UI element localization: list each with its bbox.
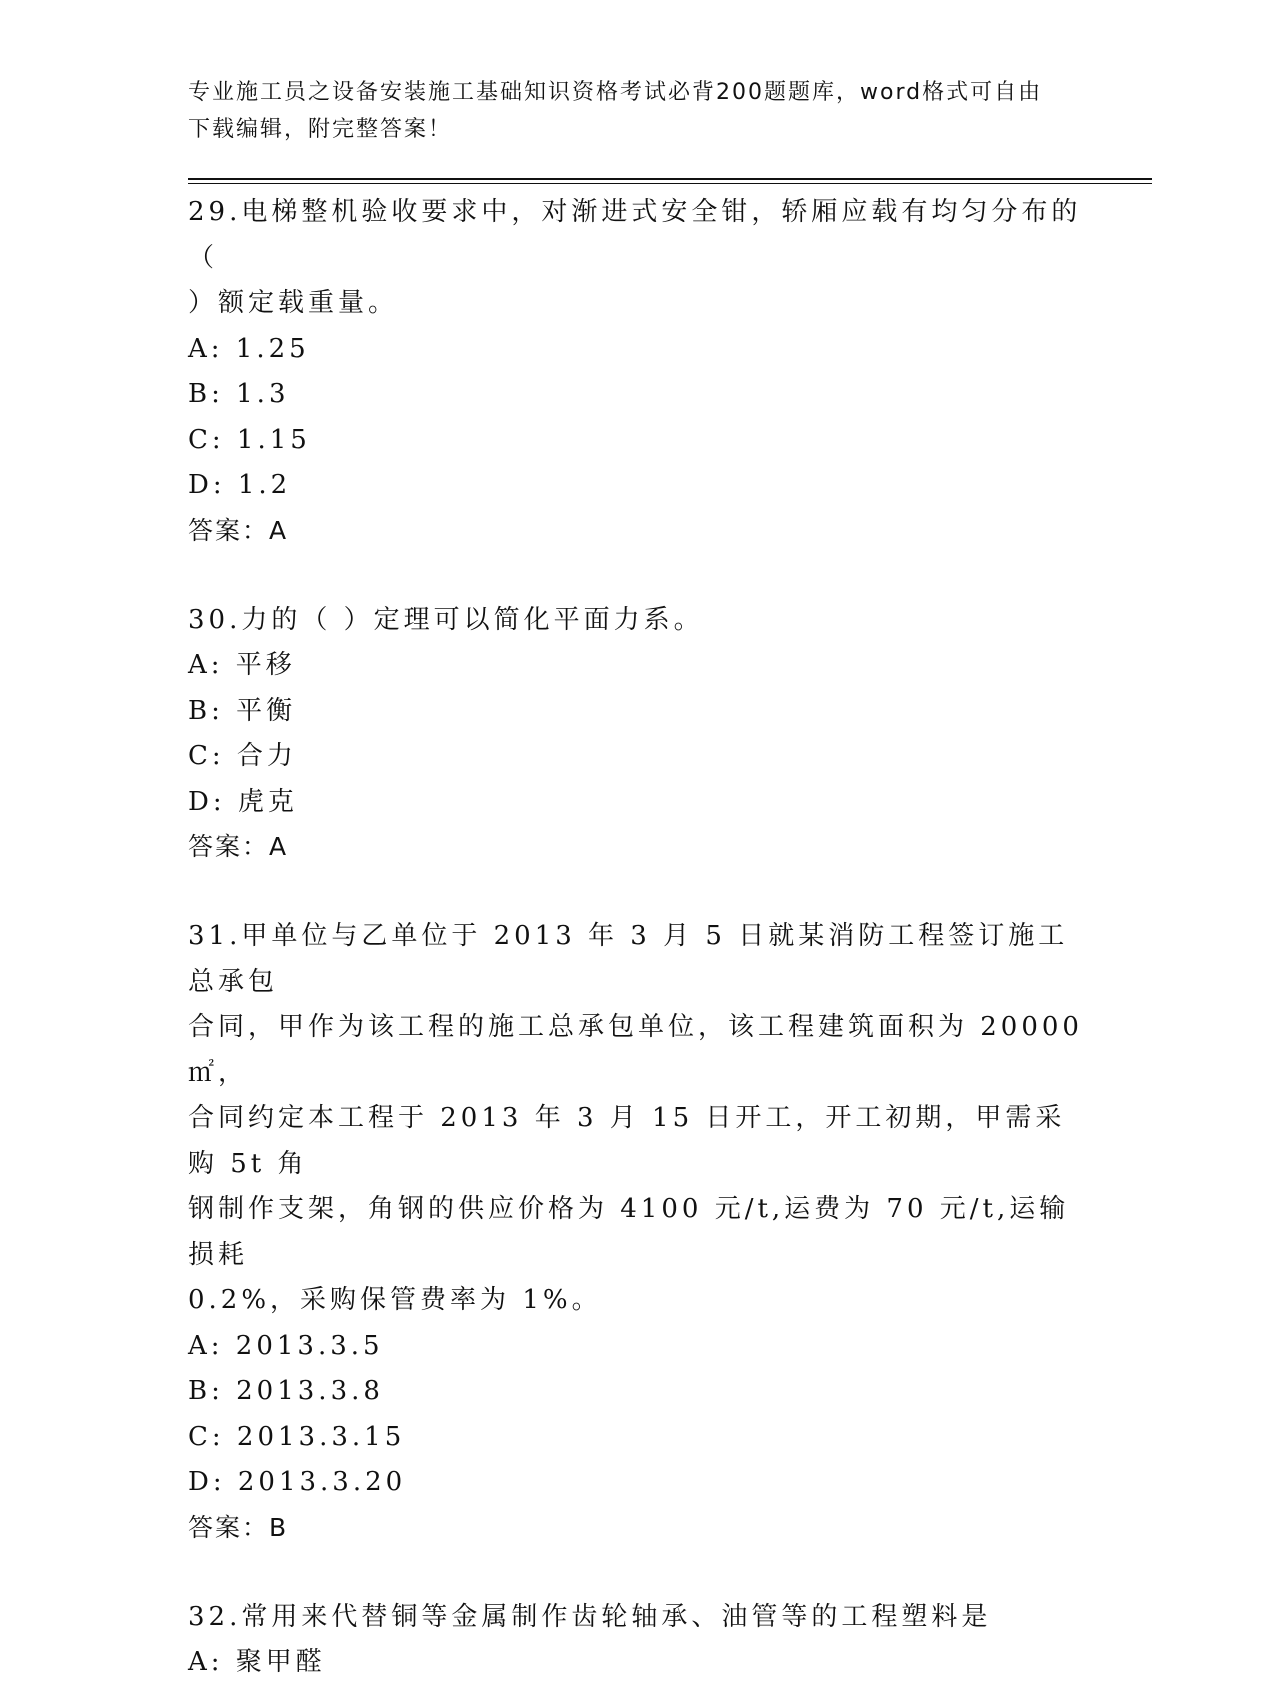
option-a: A: 1.25 xyxy=(188,333,310,364)
option-a: A: 平移 xyxy=(188,650,296,680)
question-stem xyxy=(188,598,1088,644)
question-stem-line: 钢制作支架，角钢的供应价格为 4100 元/t,运费为 70 元/t,运输损耗 xyxy=(188,1194,1070,1270)
question-list xyxy=(188,190,1088,1686)
question-stem-line: 31.甲单位与乙单位于 2013 年 3 月 5 日就某消防工程签订施工总承包 xyxy=(188,921,1069,997)
question-stem-line: ）额定载重量。 xyxy=(188,288,399,318)
document-header xyxy=(188,74,1088,148)
question-stem xyxy=(188,190,1088,327)
question-stem xyxy=(188,914,1088,1324)
question-stem-line: 30.力的（ ）定理可以简化平面力系。 xyxy=(188,604,704,635)
option-d: D: 虎克 xyxy=(188,786,298,817)
answer: 答案：B xyxy=(188,1512,289,1542)
answer: 答案：A xyxy=(188,515,289,545)
spacer xyxy=(188,553,1088,598)
question-32 xyxy=(188,1595,1088,1686)
header-title-line-2: 下载编辑，附完整答案！ xyxy=(188,117,453,142)
question-31 xyxy=(188,914,1088,1550)
header-divider-thin xyxy=(188,183,1152,184)
option-a: A: 聚甲醛 xyxy=(188,1647,326,1677)
question-stem-line: 合同约定本工程于 2013 年 3 月 15 日开工，开工初期，甲需采购 5t 角 xyxy=(188,1103,1066,1179)
option-b: B: 平衡 xyxy=(188,695,297,726)
header-divider-thick xyxy=(188,178,1152,180)
question-stem xyxy=(188,1595,1088,1641)
answer: 答案：A xyxy=(188,832,289,861)
spacer xyxy=(188,869,1088,914)
question-29 xyxy=(188,190,1088,553)
option-c: C: 合力 xyxy=(188,741,297,771)
question-30 xyxy=(188,598,1088,870)
option-b: B: 2013.3.8 xyxy=(188,1376,384,1406)
option-c: C: 1.15 xyxy=(188,424,311,455)
question-stem-line: 29.电梯整机验收要求中，对渐进式安全钳，轿厢应载有均匀分布的（ xyxy=(188,197,1082,273)
question-stem-line: 32.常用来代替铜等金属制作齿轮轴承、油管等的工程塑料是 xyxy=(188,1601,992,1632)
option-b: B: 1.3 xyxy=(188,379,290,409)
option-a: A: 2013.3.5 xyxy=(188,1330,384,1361)
question-stem-line: 合同，甲作为该工程的施工总承包单位，该工程建筑面积为 20000㎡， xyxy=(188,1012,1083,1088)
option-c: C: 2013.3.15 xyxy=(188,1421,406,1452)
header-title-line-1: 专业施工员之设备安装施工基础知识资格考试必背200题题库，word格式可自由 xyxy=(188,80,1043,105)
spacer xyxy=(188,1550,1088,1595)
option-d: D: 2013.3.20 xyxy=(188,1467,407,1497)
option-d: D: 1.2 xyxy=(188,470,292,500)
question-stem-line: 0.2%，采购保管费率为 1%。 xyxy=(188,1285,602,1315)
